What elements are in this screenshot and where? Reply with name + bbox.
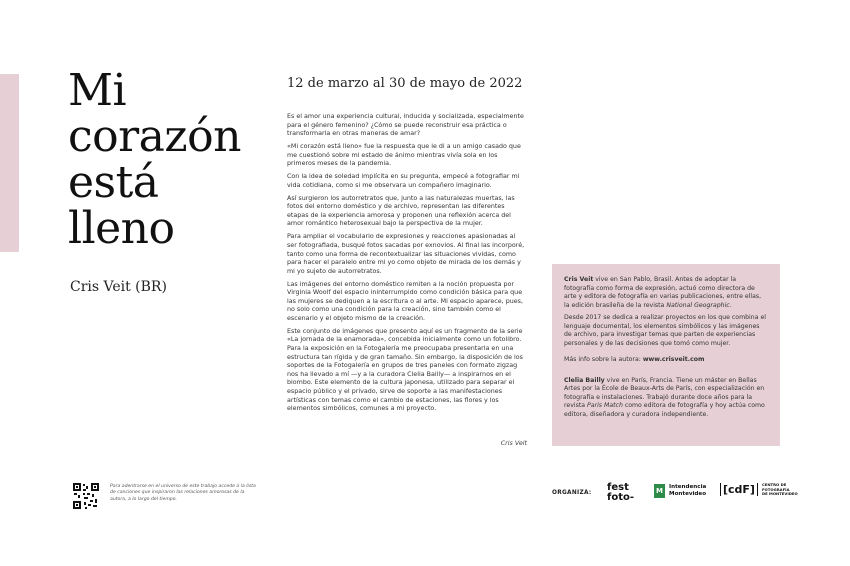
statement-text xyxy=(287,113,527,418)
statement-paragraph: Con la idea de soledad implícita en su pregunta, empecé a fotografiar mi vida cotidiana, como si me observara un compañero imaginario. xyxy=(287,173,520,189)
exhibition-title xyxy=(68,65,241,254)
more-info: Más info sobre la autora: www.crisveit.com xyxy=(564,356,705,364)
organiza-label: ORGANIZA: xyxy=(552,490,592,496)
curator-bio: Clelia Bailly vive en París, Francia. Tiene un máster en Bellas Artes por la École de Beaux-Arts de París, con especialización en fotografía e instalaciones. Trabajó durante doce años para la revista Paris Match como editora de fotografía y hoy actúa como editora, diseñadora y curadora independiente. xyxy=(564,376,765,418)
title-line: está xyxy=(68,157,159,208)
festfoto-logo: fest foto- xyxy=(607,482,635,503)
cdf-logo: [cdF] CENTRO DE FOTOGRAFÍA DE MONTEVIDEO xyxy=(720,483,798,497)
cdf-mark: [cdF] xyxy=(720,483,758,496)
bio-panel xyxy=(552,264,780,446)
curator-name: Clelia Bailly xyxy=(564,376,605,384)
title-line: corazón xyxy=(68,111,241,162)
artist-name: Cris Veit xyxy=(564,276,594,283)
title-line: Mi xyxy=(68,65,127,116)
exhibition-dates: 12 de marzo al 30 de mayo de 2022 xyxy=(287,76,523,91)
artist-bio-continued: Desde 2017 se dedica a realizar proyectos en los que combina el lenguaje documental, los elementos simbólicos y las imágenes de archivo, para investigar temas que parten de experiencias personales y de las decisiones que tomó como mujer. xyxy=(564,314,766,347)
intendencia-logo: M Intendencia Montevideo xyxy=(654,484,706,498)
intendencia-mark-icon: M xyxy=(654,484,665,498)
qr-code-icon[interactable] xyxy=(73,483,99,509)
statement-paragraph: Para ampliar el vocabulario de expresiones y reacciones apasionadas al ser fotografiada, busqué fotos sacadas por exnovios. Al final las incorporé, tanto como una forma de recontextualizar las situaciones vividas, como para hacer el paralelo entre mi yo como objeto de mirada de los demás y mi yo sujeto de autorretratos. xyxy=(287,233,525,275)
artist-bio: Cris Veit vive en San Pablo, Brasil. Antes de adoptar la fotografía como forma de expresión, actuó como directora de arte y editora de fotografía en varias publicaciones, entre ellas, la edición brasileña de la revista National Geographic. xyxy=(564,276,762,309)
author-name: Cris Veit (BR) xyxy=(70,279,167,295)
statement-paragraph: «Mi corazón está lleno» fue la respuesta que le di a un amigo casado que me cuestionó sobre mi estado de ánimo mientras vivía sola en los primeros meses de la pandemia. xyxy=(287,143,521,168)
statement-paragraph: Es el amor una experiencia cultural, inducida y socializada, especialmente para el género femenino? ¿Cómo se puede reconstruir esa práctica o transformarla en otras maneras de amar? xyxy=(287,113,524,138)
qr-note: Para adentrarse en el universo de este trabajo accede a la lista de canciones que inspiraron las relaciones amorosas de la autora, a lo largo del tiempo. xyxy=(110,484,256,502)
statement-paragraph: Así surgieron los autorretratos que, junto a las naturalezas muertas, las fotos del entorno doméstico y de archivo, representan las diferentes etapas de la experiencia amorosa y proponen una reflexión acerca del amor romántico heterosexual bajo la perspectiva de la mujer. xyxy=(287,194,515,228)
statement-paragraph: Las imágenes del entorno doméstico remiten a la noción propuesta por Virginia Woolf del espacio ininterrumpido como condición básica para que las mujeres se dediquen a la escritura o al arte. Mi espacio aparece, pues, no solo como una condición para la creación, sino también como el escenario y el objeto mismo de la creación. xyxy=(287,280,523,322)
accent-bar xyxy=(0,74,19,252)
artist-website-link[interactable]: www.crisveit.com xyxy=(642,356,705,364)
statement-paragraph: Este conjunto de imágenes que presento aquí es un fragmento de la serie «La jornada de la enamorada», concebida inicialmente como un fotolibro. Para la exposición en la Fotogalería me preocupaba presentarla en una estructura tan rígida y de gran tamaño. Sin embargo, la disposición de los soportes de la Fotogalería en grupos de tres paneles con formato zigzag nos ha llevado a mí —y a la curadora Clelia Bailly— a inspirarnos en el biombo. Este elemento de la cultura japonesa, utilizado para separar el espacio público y el privado, sirve de soporte a las manifestaciones artísticas con temas como el cambio de estaciones, las flores y los elementos simbólicos, comunes a mi proyecto. xyxy=(287,327,523,413)
statement-signature: Cris Veit xyxy=(500,440,527,447)
title-line: lleno xyxy=(68,203,175,254)
